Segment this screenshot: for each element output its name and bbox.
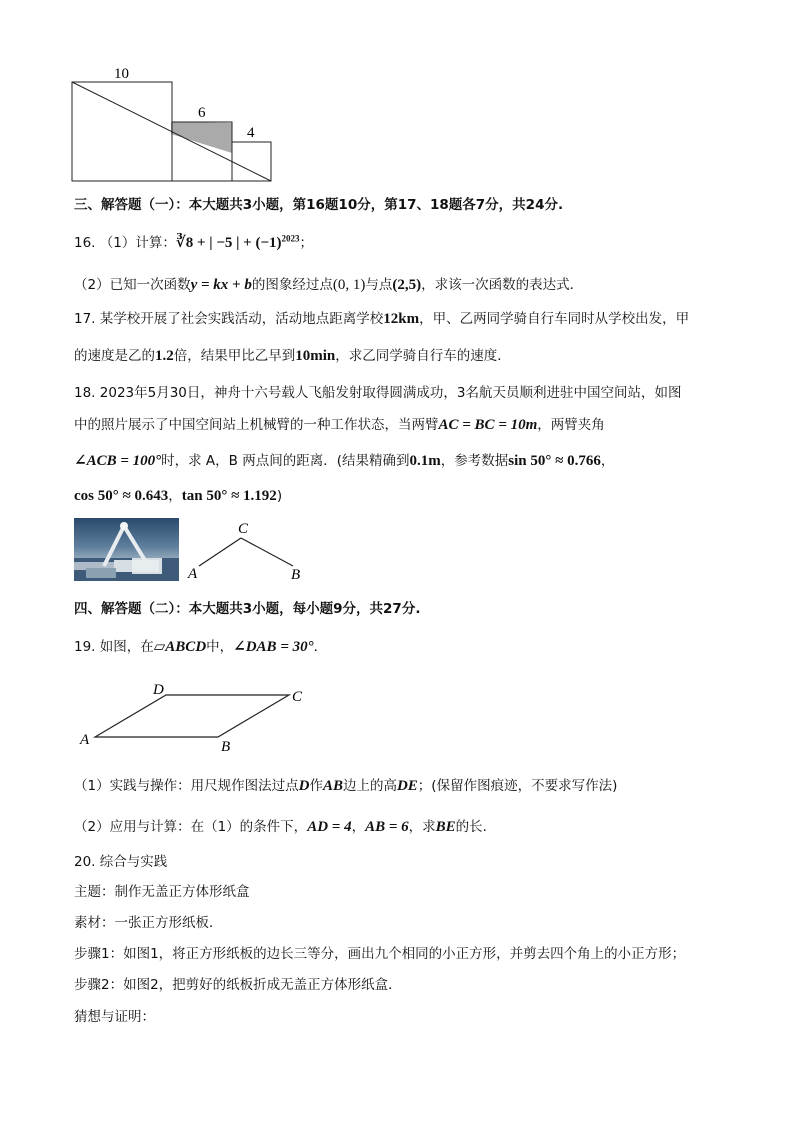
- q18-diagram: [185, 518, 310, 584]
- point-d-label: D: [153, 682, 164, 698]
- point-b-label: B: [291, 567, 301, 583]
- q19-p1-mid2: 边上的高: [342, 778, 397, 794]
- q16-func: y = kx + b: [190, 277, 252, 293]
- q20-title: 20. 综合与实践: [74, 854, 168, 870]
- q18-l2-prefix: 中的照片展示了中国空间站上机械臂的一种工作状态，当两臂: [74, 417, 439, 433]
- point-c-label: C: [292, 689, 303, 705]
- q19-part2: [74, 815, 496, 836]
- q19-p2-suffix: 的长．: [455, 819, 497, 835]
- q17-l1-prefix: 17. 某学校开展了社会实践活动，活动地点距离学校: [74, 311, 384, 327]
- q18-arms: AC = BC = 10m: [438, 417, 538, 433]
- q18-sin: sin 50° ≈ 0.766: [508, 453, 601, 469]
- space-station-photo: [74, 518, 179, 581]
- q17-l2-prefix: 的速度是乙的: [74, 348, 155, 364]
- q16-p1-suffix: ；: [299, 235, 314, 251]
- q16-p1-exp: 2023: [281, 233, 300, 244]
- point-b-label: B: [221, 739, 231, 755]
- q18-close: ): [276, 488, 283, 504]
- q19-p2-mid2: ，求: [408, 819, 436, 835]
- q16-p1-expr: ∛8 + | −5 | + (−1): [175, 235, 282, 251]
- parallelogram-abcd: [95, 695, 289, 737]
- q17-l2-suffix: ，求乙同学骑自行车的速度．: [335, 348, 511, 364]
- label-6: 6: [198, 105, 206, 121]
- section3-title: 三、解答题（一）：本大题共3小题，第16题10分，第17、18题各7分，共24分.: [74, 197, 564, 213]
- shaded-region: [171, 122, 232, 153]
- q16-part2: [74, 273, 583, 294]
- point-a-label: A: [80, 732, 90, 748]
- q16-p2-mid: 的图象经过点: [251, 277, 333, 293]
- label-10: 10: [114, 66, 129, 82]
- q19-angle: ∠DAB = 30°: [233, 639, 314, 655]
- q16-p1-prefix: 16. （1）计算：: [74, 235, 176, 251]
- q19-stem: [74, 635, 327, 656]
- q17-dist: 12km: [383, 311, 420, 327]
- q18-l2-suffix: ，两臂夹角: [537, 417, 605, 433]
- q18-l3-mid2: ，参考数据: [440, 453, 509, 469]
- q18-line2: [74, 413, 605, 434]
- q20-step2: 步骤2：如图2，把剪好的纸板折成无盖正方体形纸盒．: [74, 977, 402, 993]
- q19-p2-prefix: （2）应用与计算：在（1）的条件下，: [74, 819, 308, 835]
- q18-line4: [74, 484, 282, 505]
- q19-p1-de: DE: [396, 778, 418, 794]
- square-10: [72, 82, 172, 181]
- q19-p2-mid: ，: [351, 819, 366, 835]
- arm-cb: [241, 538, 293, 566]
- q19-para: ▱ABCD: [153, 639, 207, 655]
- q19-diagram: [75, 680, 315, 755]
- q18-l3-mid: 时，求 A，B 两点间的距离．(结果精确到: [161, 453, 410, 469]
- q19-ab: AB = 6: [365, 819, 409, 835]
- q19-mid: 中，: [206, 639, 234, 655]
- q19-p1-d: D: [298, 778, 310, 794]
- q19-p1-suffix: ；(保留作图痕迹，不要求写作法): [417, 778, 618, 794]
- q18-angle: ∠ACB = 100°: [74, 453, 162, 469]
- q17-line1: [74, 307, 689, 328]
- q16-p2-prefix: （2）已知一次函数: [74, 277, 191, 293]
- q20-conjecture: 猜想与证明：: [74, 1009, 155, 1025]
- q18-line1: 18. 2023年5月30日，神舟十六号载人飞船发射取得圆满成功，3名航天员顺利进驻中国空间站，如图: [74, 385, 682, 401]
- q18-cos: cos 50° ≈ 0.643: [74, 488, 169, 504]
- q20-material: 素材：一张正方形纸板．: [74, 915, 223, 931]
- q19-p1-prefix: （1）实践与操作：用尺规作图法过点: [74, 778, 299, 794]
- q18-comma: ，: [168, 488, 182, 504]
- q19-ad: AD = 4: [307, 819, 352, 835]
- q15-figure: [60, 60, 290, 185]
- q20-step1: 步骤1：如图1，将正方形纸板的边长三等分，画出九个相同的小正方形，并剪去四个角上的小正方形；: [74, 946, 686, 962]
- q17-l2-mid: 倍，结果甲比乙早到: [173, 348, 296, 364]
- q16-pt2: (2,5): [392, 277, 422, 293]
- section4-title: 四、解答题（二）：本大题共3小题，每小题9分，共27分.: [74, 601, 421, 617]
- q18-line3: [74, 449, 614, 470]
- q17-line2: [74, 344, 511, 365]
- square-4: [232, 142, 271, 181]
- q20-theme: 主题：制作无盖正方体形纸盒: [74, 884, 250, 900]
- q19-p1-ab: AB: [322, 778, 343, 794]
- q16-part1: [74, 231, 313, 252]
- q17-l1-suffix: ，甲、乙两同学骑自行车同时从学校出发，甲: [419, 311, 690, 327]
- q18-l3-suffix: ，: [600, 453, 615, 469]
- point-a-label: A: [188, 566, 198, 582]
- robotic-arm-image: [74, 518, 179, 581]
- q19-suffix: ．: [313, 639, 328, 655]
- q19-prefix: 19. 如图，在: [74, 639, 154, 655]
- q17-ratio: 1.2: [155, 348, 174, 364]
- q18-tan: tan 50° ≈ 1.192: [181, 488, 277, 504]
- q17-time: 10min: [295, 348, 336, 364]
- point-c-label: C: [238, 521, 249, 537]
- q16-p2-mid2: 与点: [365, 277, 393, 293]
- q19-p1-mid: 作: [309, 778, 323, 794]
- q16-p2-suffix: ，求该一次函数的表达式．: [421, 277, 584, 293]
- label-4: 4: [247, 125, 255, 141]
- q19-part1: [74, 774, 617, 795]
- q18-precision: 0.1m: [409, 453, 441, 469]
- arm-ac: [199, 538, 241, 566]
- q19-be: BE: [435, 819, 456, 835]
- q16-pt1: (0, 1): [332, 277, 366, 293]
